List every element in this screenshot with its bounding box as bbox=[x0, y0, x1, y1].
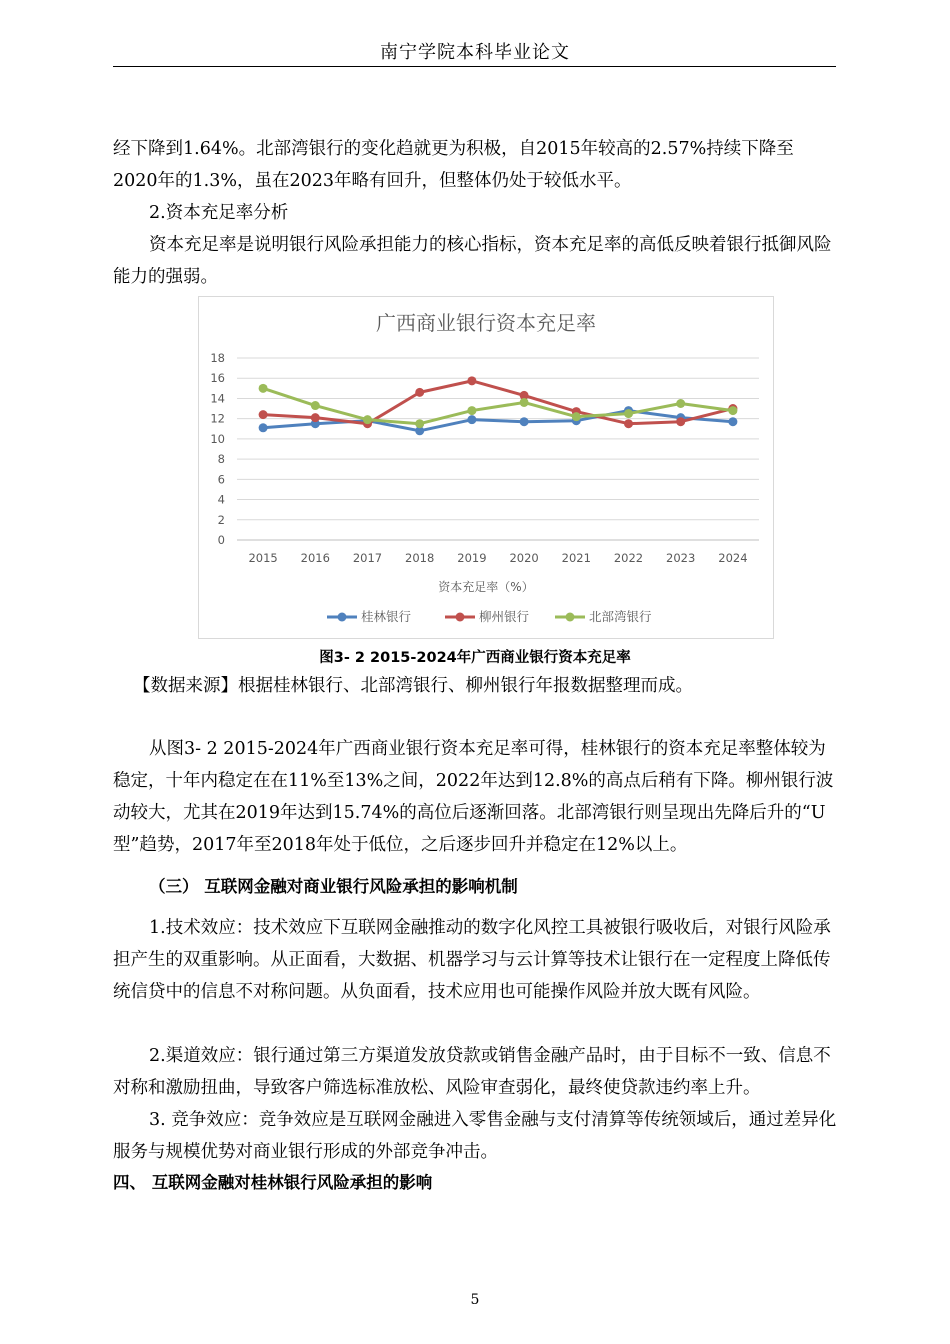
legend-swatch-marker bbox=[566, 613, 575, 622]
paragraph-channel-effect: 2.渠道效应：银行通过第三方渠道发放贷款或销售金融产品时，由于目标不一致、信息不对称和激励扭曲，导致客户筛选标准放松、风险审查弱化，最终使贷款违约率上升。 bbox=[113, 1046, 831, 1098]
y-tick-label: 6 bbox=[217, 472, 225, 487]
legend-label: 桂林银行 bbox=[361, 609, 412, 624]
x-tick-label: 2015 bbox=[248, 551, 278, 565]
data-point bbox=[572, 412, 581, 421]
x-tick-label: 2024 bbox=[718, 551, 748, 565]
data-point bbox=[259, 384, 268, 393]
data-point bbox=[415, 388, 424, 397]
data-point bbox=[363, 415, 372, 424]
header-rule bbox=[113, 66, 836, 67]
capital-adequacy-chart bbox=[198, 296, 774, 639]
x-tick-label: 2023 bbox=[666, 551, 696, 565]
data-point bbox=[520, 398, 529, 407]
data-point bbox=[624, 419, 633, 428]
section-heading-capital-adequacy: 2.资本充足率分析 bbox=[149, 203, 289, 223]
data-point bbox=[624, 409, 633, 418]
section-heading-mechanism: （三） 互联网金融对商业银行风险承担的影响机制 bbox=[149, 877, 518, 896]
data-point bbox=[415, 419, 424, 428]
data-point bbox=[467, 415, 476, 424]
paragraph-chart-analysis: 从图3- 2 2015-2024年广西商业银行资本充足率可得，桂林银行的资本充足率整体较为稳定，十年内稳定在在11%至13%之间，2022年达到12.8%的高点后稍有下降。柳州银行波动较大，尤其在2019年达到15.74%的高位后逐渐回落。北部湾银行则呈现出先降后升的“U型”趋势，2017年至2018年处于低位，之后逐步回升并稳定在12%以上。 bbox=[113, 739, 834, 855]
data-point bbox=[520, 417, 529, 426]
series-line bbox=[263, 381, 733, 424]
y-tick-label: 18 bbox=[210, 351, 225, 365]
paragraph-continuation: 经下降到1.64%。北部湾银行的变化趋就更为积极，自2015年较高的2.57%持续下降至2020年的1.3%，虽在2023年略有回升，但整体仍处于较低水平。 bbox=[113, 139, 794, 191]
page-header: 南宁学院本科毕业论文 bbox=[380, 42, 570, 63]
x-tick-label: 2018 bbox=[405, 551, 435, 565]
paragraph-competition-effect: 3. 竞争效应：竞争效应是互联网金融进入零售金融与支付清算等传统领域后，通过差异化服务与规模优势对商业银行形成的外部竞争冲击。 bbox=[113, 1110, 837, 1162]
x-tick-label: 2016 bbox=[300, 551, 330, 565]
chart-svg bbox=[199, 297, 773, 638]
chart-title: 广西商业银行资本充足率 bbox=[376, 311, 596, 335]
data-point bbox=[467, 406, 476, 415]
paragraph-capital-adequacy-intro: 资本充足率是说明银行风险承担能力的核心指标，资本充足率的高低反映着银行抵御风险能力的强弱。 bbox=[113, 235, 832, 287]
legend-label: 柳州银行 bbox=[479, 609, 530, 624]
x-tick-label: 2020 bbox=[509, 551, 539, 565]
y-tick-label: 10 bbox=[210, 431, 225, 446]
page-number: 5 bbox=[470, 1292, 480, 1308]
legend-swatch-marker bbox=[456, 613, 465, 622]
y-tick-label: 16 bbox=[210, 371, 225, 386]
data-source-note: 【数据来源】根据桂林银行、北部湾银行、柳州银行年报数据整理而成。 bbox=[133, 676, 693, 696]
y-tick-label: 12 bbox=[210, 411, 225, 426]
x-tick-label: 2019 bbox=[457, 551, 487, 565]
data-point bbox=[259, 423, 268, 432]
data-point bbox=[259, 410, 268, 419]
data-point bbox=[467, 376, 476, 385]
y-tick-label: 8 bbox=[217, 452, 225, 467]
y-tick-label: 0 bbox=[217, 533, 225, 547]
data-point bbox=[676, 399, 685, 408]
data-point bbox=[728, 417, 737, 426]
y-tick-label: 14 bbox=[210, 391, 225, 406]
figure-caption: 图3- 2 2015-2024年广西商业银行资本充足率 bbox=[319, 650, 631, 666]
paragraph-technology-effect: 1.技术效应：技术效应下互联网金融推动的数字化风控工具被银行吸收后，对银行风险承担产生的双重影响。从正面看，大数据、机器学习与云计算等技术让银行在一定程度上降低传统信贷中的信息不对称问题。从负面看，技术应用也可能操作风险并放大既有风险。 bbox=[113, 918, 831, 1002]
x-tick-label: 2022 bbox=[613, 551, 644, 565]
data-point bbox=[676, 417, 685, 426]
y-tick-label: 4 bbox=[217, 492, 225, 507]
legend-swatch-marker bbox=[338, 613, 347, 622]
section-heading-four: 四、 互联网金融对桂林银行风险承担的影响 bbox=[113, 1173, 433, 1192]
data-point bbox=[311, 413, 320, 422]
y-tick-label: 2 bbox=[217, 512, 225, 527]
x-tick-label: 2017 bbox=[352, 551, 383, 565]
data-point bbox=[728, 406, 737, 415]
legend-label: 北部湾银行 bbox=[589, 609, 652, 624]
x-axis-label: 资本充足率（%） bbox=[438, 580, 534, 594]
data-point bbox=[311, 401, 320, 410]
x-tick-label: 2021 bbox=[561, 551, 591, 565]
